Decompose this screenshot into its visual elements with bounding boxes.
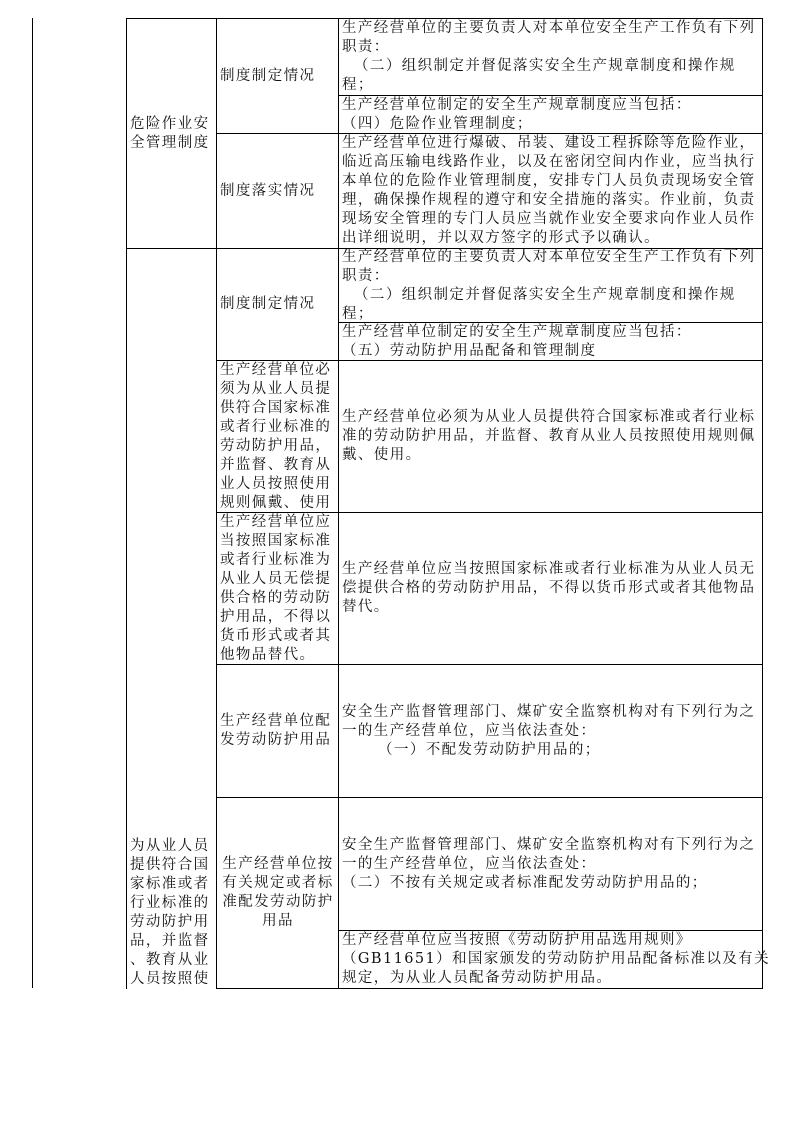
text-line: 一的生产经营单位，应当依法查处： xyxy=(342,722,597,739)
text-line: 职责： xyxy=(342,267,390,284)
text-line: 从业人员无偿提 xyxy=(220,571,332,587)
content-cell xyxy=(338,360,763,513)
text-line: 生产经营单位的主要负责人对本单位安全生产工作负有下列 xyxy=(342,20,756,36)
text-line: 供符合国家标准 xyxy=(220,400,332,416)
category-cell xyxy=(126,248,217,989)
text-line: 安全生产监督管理部门、煤矿安全监察机构对有下列行为之 xyxy=(342,836,756,853)
text-line: 生产经营单位按 xyxy=(222,856,334,872)
text-line: 或者行业标准的 xyxy=(220,419,332,435)
content-cell xyxy=(338,18,763,96)
text-line: 准的劳动防护用品，并监督、教育从业人员按照使用规则佩 xyxy=(342,428,756,444)
text-line: 规定，为从业人员配备劳动防护用品。 xyxy=(342,970,613,986)
text-line: 生产经营单位应当按照《劳动防护用品选用规则》 xyxy=(342,932,692,948)
text-line: 程； xyxy=(342,77,374,93)
text-line: 护用品，不得以 xyxy=(220,609,332,625)
text-line: 发劳动防护用品 xyxy=(220,732,332,748)
text-line: （一）不配发劳动防护用品的； xyxy=(342,741,601,758)
text-line: 临近高压输电线路作业，以及在密闭空间内作业，应当执行 xyxy=(342,154,756,170)
text-line: 提供符合国 xyxy=(130,857,210,873)
text-line: 用品 xyxy=(262,913,294,929)
text-line: 生产经营单位进行爆破、吊装、建设工程拆除等危险作业， xyxy=(342,135,756,151)
text-line: 准配发劳动防护 xyxy=(222,894,334,910)
item-label-cell xyxy=(216,133,339,249)
text-line: 为从业人员 xyxy=(130,838,210,854)
content-cell xyxy=(338,133,763,249)
text-line: 危险作业安 xyxy=(130,115,210,132)
content-cell xyxy=(338,930,770,989)
text-line: 人员按照使 xyxy=(130,971,210,987)
item-label-cell xyxy=(216,797,339,989)
text-line: 偿提供合格的劳动防护用品，不得以货币形式或者其他物品 xyxy=(342,580,756,596)
category-cell xyxy=(126,18,217,249)
text-line: 安全生产监督管理部门、煤矿安全监察机构对有下列行为之 xyxy=(342,703,756,720)
text-line: 生产经营单位必 xyxy=(220,362,332,378)
text-line: 理，确保操作规程的遵守和安全措施的落实。作业前，负责 xyxy=(342,192,756,208)
text-line: （四）危险作业管理制度； xyxy=(342,115,533,132)
text-line: 替代。 xyxy=(342,599,390,615)
text-line: 制度制定情况 xyxy=(220,67,316,84)
text-line: 全管理制度 xyxy=(130,134,210,151)
item-label-cell xyxy=(216,360,339,513)
text-line: 品，并监督 xyxy=(130,933,210,949)
text-line: 生产经营单位制定的安全生产规章制度应当包括： xyxy=(342,323,692,340)
text-line: 职责： xyxy=(342,39,390,55)
text-line: （GB11651）和国家颁发的劳动防护用品配备标准以及有关 xyxy=(342,951,770,967)
text-line: 业人员按照使用 xyxy=(220,476,332,492)
text-line: （二）组织制定并督促落实安全生产规章制度和操作规 xyxy=(342,58,736,74)
content-cell xyxy=(338,95,763,134)
text-line: 供合格的劳动防 xyxy=(220,590,332,606)
text-line: 须为从业人员提 xyxy=(220,381,332,397)
text-line: 生产经营单位应 xyxy=(220,514,332,530)
content-cell xyxy=(338,322,763,361)
text-line: （五）劳动防护用品配备和管理制度 xyxy=(342,342,597,359)
text-line: 或者行业标准为 xyxy=(220,552,332,568)
item-label-cell xyxy=(216,664,339,798)
text-line: 劳动防护用 xyxy=(130,914,210,930)
content-cell xyxy=(338,664,763,798)
text-line: 生产经营单位应当按照国家标准或者行业标准为从业人员无 xyxy=(342,561,756,577)
text-line: 一的生产经营单位，应当依法查处： xyxy=(342,855,597,872)
text-line: 规则佩戴、使用 xyxy=(220,495,332,511)
content-cell xyxy=(338,512,763,665)
content-cell xyxy=(338,248,763,323)
text-line: 货币形式或者其 xyxy=(220,628,332,644)
text-line: 劳动防护用品， xyxy=(220,438,332,454)
text-line: 本单位的危险作业管理制度，安排专门人员负责现场安全管 xyxy=(342,173,756,189)
text-line: 他物品替代。 xyxy=(220,647,316,663)
text-line: 当按照国家标准 xyxy=(220,533,332,549)
item-label-cell xyxy=(216,18,339,134)
content-cell xyxy=(338,797,763,931)
text-line: 制度落实情况 xyxy=(220,182,316,199)
text-line: 生产经营单位配 xyxy=(220,713,332,729)
text-line: 并监督、教育从 xyxy=(220,457,332,473)
text-line: 家标准或者 xyxy=(130,876,210,892)
text-line: （二）组织制定并督促落实安全生产规章制度和操作规 xyxy=(342,286,736,303)
text-line: 、教育从业 xyxy=(130,952,210,968)
text-line: 生产经营单位的主要负责人对本单位安全生产工作负有下列 xyxy=(342,248,756,265)
text-line: 有关规定或者标 xyxy=(222,875,334,891)
text-line: 制度制定情况 xyxy=(220,296,316,312)
item-label-cell xyxy=(216,248,339,361)
text-line: 生产经营单位必须为从业人员提供符合国家标准或者行业标 xyxy=(342,409,756,425)
text-line: 行业标准的 xyxy=(130,895,210,911)
text-line: 生产经营单位制定的安全生产规章制度应当包括： xyxy=(342,96,692,113)
text-line: 程； xyxy=(342,305,374,322)
text-line: （二）不按有关规定或者标准配发劳动防护用品的； xyxy=(342,874,708,891)
text-line: 现场安全管理的专门人员应当就作业安全要求向作业人员作 xyxy=(342,211,756,227)
text-line: 出详细说明，并以双方签字的形式予以确认。 xyxy=(342,230,660,246)
text-line: 戴、使用。 xyxy=(342,447,422,463)
item-label-cell xyxy=(216,512,339,665)
